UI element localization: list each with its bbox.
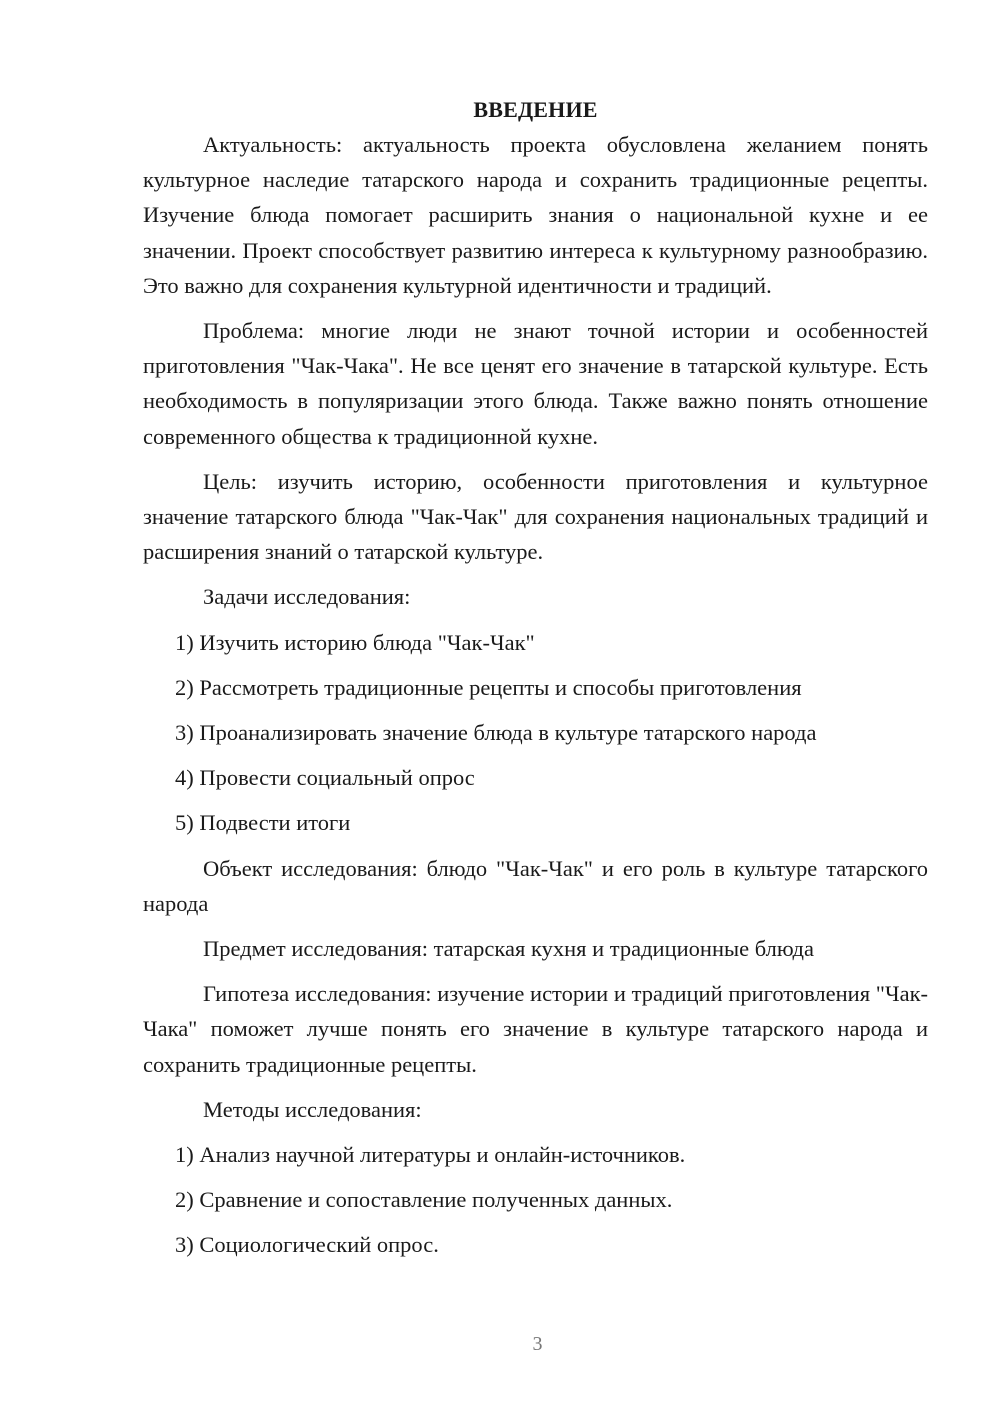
tasks-list [143,625,928,841]
methods-list [143,1137,928,1263]
task-item: 5) Подвести итоги [175,810,351,836]
tasks-heading: Задачи исследования: [203,584,411,610]
method-item: 2) Сравнение и сопоставление полученных данных. [175,1187,673,1213]
page-number: 3 [532,1333,543,1355]
goal-paragraph: Цель: изучить историю, особенности приготовления и культурное значение татарского блюда "Чак-Чак" для сохранения национальных традиций и расширения знаний о татарской культуре. [143,468,928,565]
task-item: 3) Проанализировать значение блюда в культуре татарского народа [175,720,817,746]
subject-paragraph: Предмет исследования: татарская кухня и традиционные блюда [203,936,814,962]
section-title: ВВЕДЕНИЕ [473,97,598,122]
problem-paragraph: Проблема: многие люди не знают точной истории и особенностей приготовления "Чак-Чака". Не все ценят его значение в татарской культуре. Есть необходимость в популяризации этого блюда. Также важно понять отношение современного общества к традиционной кухне. [143,318,928,449]
methods-heading: Методы исследования: [203,1096,422,1122]
method-item: 1) Анализ научной литературы и онлайн-источников. [175,1142,686,1168]
task-item: 4) Провести социальный опрос [175,765,475,791]
method-item: 3) Социологический опрос. [175,1232,439,1258]
hypothesis-paragraph: Гипотеза исследования: изучение истории и традиций приготовления "Чак-Чака" поможет лучше понять его значение в культуре татарского народа и сохранить традиционные рецепты. [143,981,928,1077]
object-paragraph: Объект исследования: блюдо "Чак-Чак" и его роль в культуре татарского народа [143,855,928,916]
task-item: 1) Изучить историю блюда "Чак-Чак" [175,629,535,655]
task-item: 2) Рассмотреть традиционные рецепты и способы приготовления [175,674,802,700]
relevance-paragraph: Актуальность: актуальность проекта обусловлена желанием понять культурное наследие татарского народа и сохранить традиционные рецепты. Изучение блюда помогает расширить знания о национальной кухне и ее значении. Проект способствует развитию интереса к культурному разнообразию. Это важно для сохранения культурной идентичности и традиций. [143,132,928,298]
document-page [143,95,928,1273]
